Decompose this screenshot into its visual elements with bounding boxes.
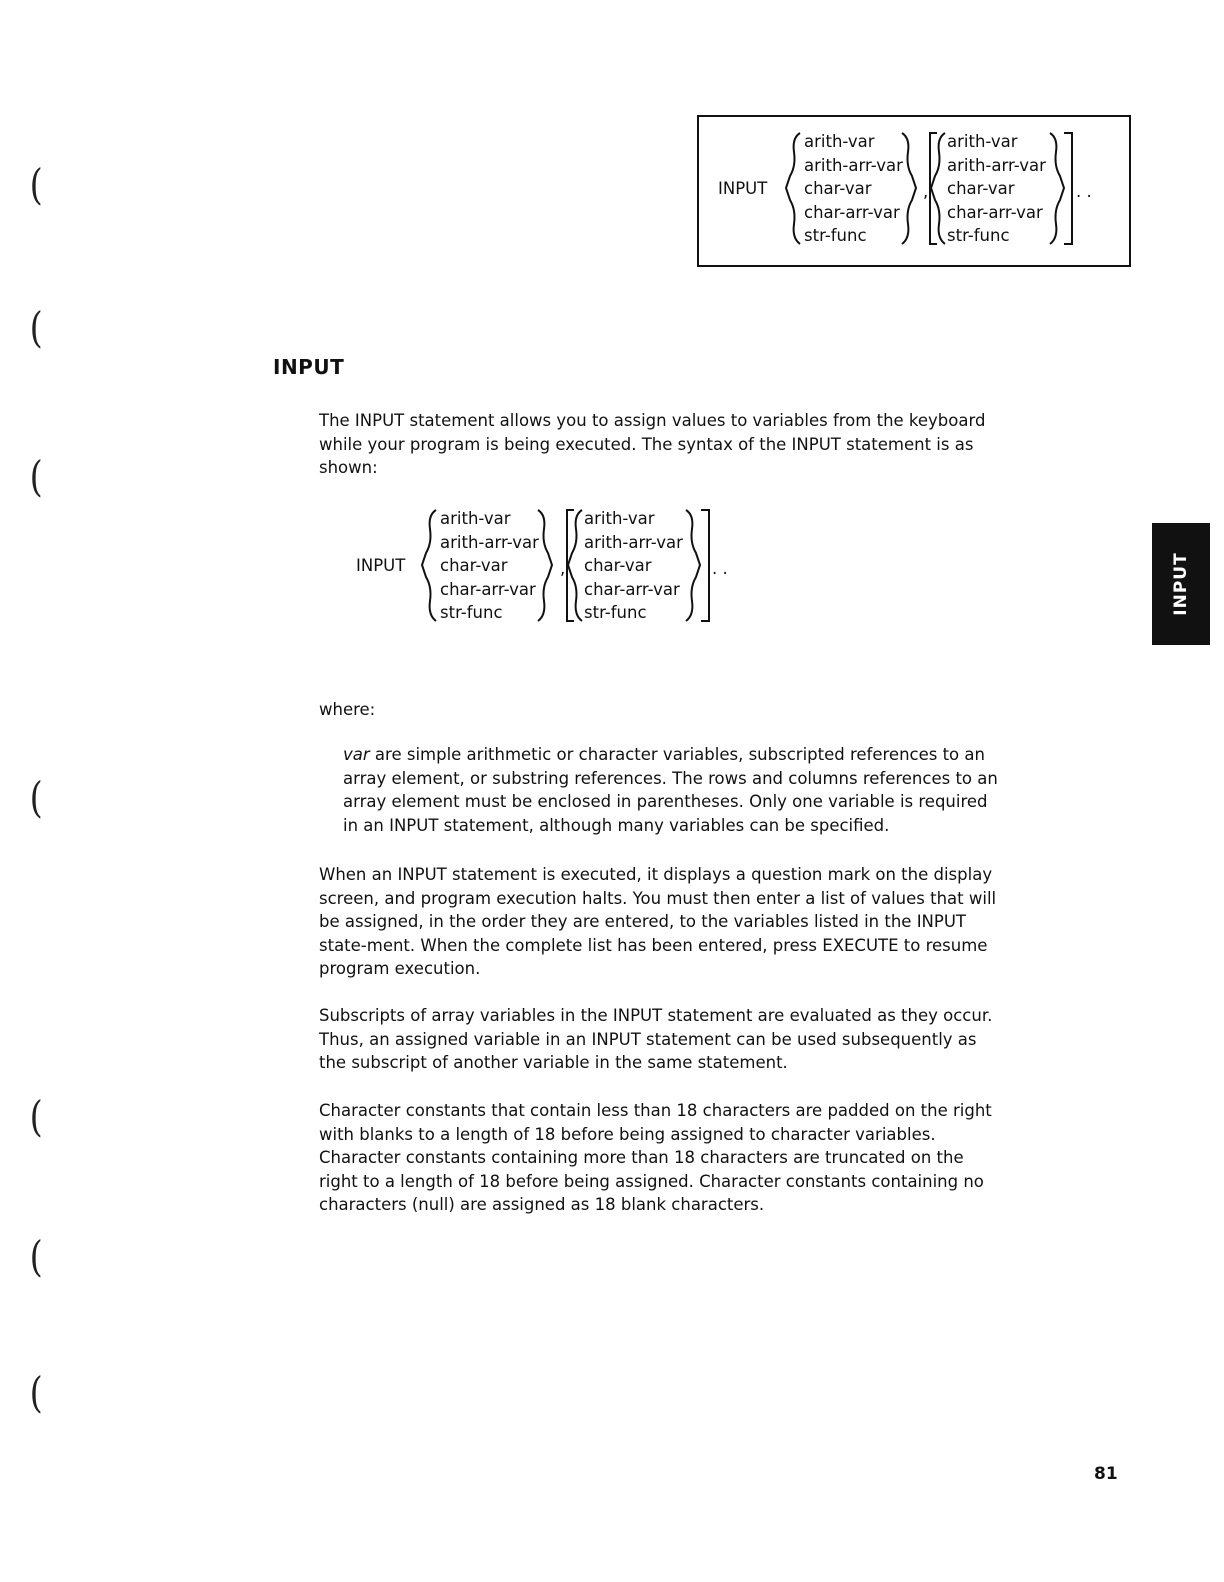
margin-mark: (: [29, 1092, 43, 1141]
syntax-option: arith-arr-var: [440, 532, 539, 552]
syntax-keyword: INPUT: [356, 556, 406, 575]
syntax-option: char-arr-var: [804, 202, 900, 222]
syntax-separator: ,: [923, 182, 929, 201]
syntax-option: arith-arr-var: [804, 155, 903, 175]
syntax-option: char-arr-var: [440, 579, 536, 599]
syntax-option: str-func: [440, 603, 503, 623]
syntax-separator: ,: [560, 559, 566, 578]
syntax-option: char-var: [440, 556, 508, 576]
paragraph: When an INPUT statement is executed, it displays a question mark on the display screen, and program execution halts. You must then enter a list of values that will be assigned, in the order they are entered, to the variables listed in the INPUT state-ment. When the complete list has been entered, press EXECUTE to resume program execution.: [319, 865, 997, 979]
margin-mark: (: [29, 1368, 43, 1417]
syntax-keyword: INPUT: [718, 179, 768, 198]
section-title: INPUT: [273, 355, 345, 379]
page-number: 81: [1094, 1464, 1118, 1484]
syntax-option: str-func: [584, 603, 647, 623]
syntax-option: str-func: [804, 226, 867, 246]
syntax-braces: [0, 0, 1224, 700]
syntax-option: char-var: [947, 179, 1015, 199]
where-label: where:: [319, 700, 376, 719]
syntax-ellipsis: . .: [1076, 182, 1092, 201]
margin-mark: (: [29, 1232, 43, 1281]
margin-mark: (: [29, 452, 43, 501]
side-tab-label: INPUT: [1171, 552, 1191, 616]
syntax-option: char-arr-var: [947, 202, 1043, 222]
paragraph: Subscripts of array variables in the INPUT statement are evaluated as they occur. Thus, an assigned variable in an INPUT statement can be used subsequently as the subscript of another variable in the same statement.: [319, 1006, 993, 1073]
definition: [343, 743, 998, 837]
syntax-option: arith-arr-var: [584, 532, 683, 552]
margin-mark: (: [29, 773, 43, 822]
syntax-option: arith-var: [440, 509, 511, 528]
syntax-option: arith-arr-var: [947, 155, 1046, 175]
syntax-option: str-func: [947, 226, 1010, 246]
syntax-option: arith-var: [804, 132, 875, 151]
syntax-option: char-var: [804, 179, 872, 199]
side-tab: [1152, 523, 1210, 645]
syntax-option: char-var: [584, 556, 652, 576]
intro-paragraph: The INPUT statement allows you to assign values to variables from the keyboard while your program is being executed. The syntax of the INPUT statement is as shown:: [319, 411, 986, 478]
syntax-option: arith-var: [584, 509, 655, 528]
paragraph: Character constants that contain less than 18 characters are padded on the right with blanks to a length of 18 before being assigned to character variables. Character constants containing more than 18 characters are truncated on the right to a length of 18 before being assigned. Character constants containing no characters (null) are assigned as 18 blank characters.: [319, 1101, 992, 1215]
definition-text: are simple arithmetic or character variables, subscripted references to an array element, or substring references. The rows and columns references to an array element must be enclosed in parentheses. Only one variable is required in an INPUT statement, although many variables can be specified.: [343, 745, 998, 835]
syntax-option: char-arr-var: [584, 579, 680, 599]
definition-term: var: [343, 745, 370, 764]
syntax-option: arith-var: [947, 132, 1018, 151]
margin-mark: (: [29, 303, 43, 352]
margin-mark: (: [29, 160, 43, 209]
syntax-ellipsis: . .: [712, 559, 728, 578]
